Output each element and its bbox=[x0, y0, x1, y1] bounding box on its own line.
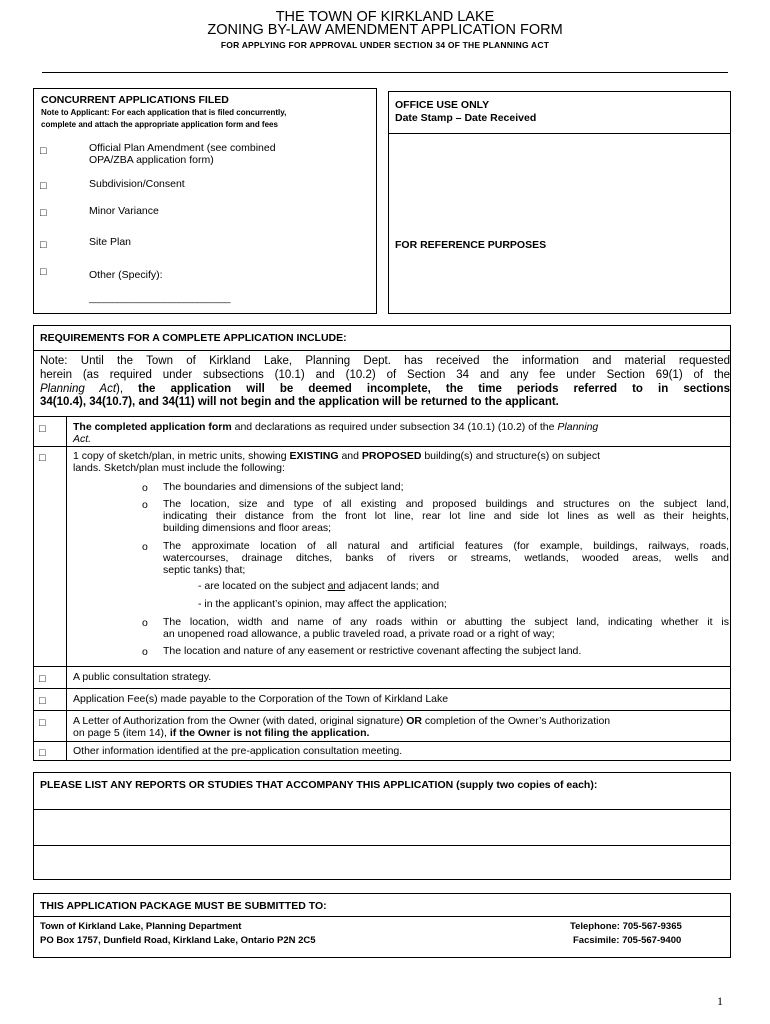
title-line-2: ZONING BY-LAW AMENDMENT APPLICATION FORM bbox=[207, 22, 563, 38]
office-use-divider bbox=[388, 133, 731, 134]
sub-roads: The location, width and name of any roads within or abutting the subject land, indicating whether it is an unopened road allowance, a public traveled road, a private road or a right of way; bbox=[163, 616, 729, 640]
concurrent-item-site-plan: Site Plan bbox=[89, 236, 132, 248]
req-divider-heading bbox=[33, 350, 731, 351]
subtitle: FOR APPLYING FOR APPROVAL UNDER SECTION 34 OF THE PLANNING ACT bbox=[220, 40, 550, 50]
bullet-4: o bbox=[142, 617, 148, 629]
concurrent-heading: CONCURRENT APPLICATIONS FILED bbox=[41, 94, 229, 106]
reference-purposes: FOR REFERENCE PURPOSES bbox=[395, 239, 547, 251]
report-entry-2[interactable] bbox=[34, 846, 730, 879]
requirements-note: Note: Until the Town of Kirkland Lake, Planning Dept. has received the information and material requested herein (as required under subsections (10.1) and (10.2) of Section 34 and any fee under Section 69(1) of the Planning Act), the application will be deemed incomplete, the time periods referred to in sections 34(10.4), 34(10.7), and 34(11) will not begin and the application will be returned to the applicant. bbox=[40, 355, 730, 409]
sub-boundaries: The boundaries and dimensions of the subject land; bbox=[163, 481, 404, 493]
checkbox-other[interactable]: □ bbox=[40, 266, 47, 278]
submit-telephone: Telephone: 705-567-9365 bbox=[570, 921, 682, 932]
checkbox-subdivision[interactable]: □ bbox=[40, 180, 47, 192]
req-authorization: A Letter of Authorization from the Owner (with dated, original signature) OR completion of the Owner’s Authorization on page 5 (item 14), if the Owner is not filing the application. bbox=[73, 715, 611, 739]
title-line-1: THE TOWN OF KIRKLAND LAKE bbox=[275, 9, 495, 25]
req-sketch-plan: 1 copy of sketch/plan, in metric units, showing EXISTING and PROPOSED building(s) and structure(s) on subject lands. Sketch/plan must include the following: bbox=[73, 450, 601, 474]
req-divider-1 bbox=[33, 446, 731, 447]
checkbox-minor-variance[interactable]: □ bbox=[40, 207, 47, 219]
bullet-2: o bbox=[142, 499, 148, 511]
office-use-box bbox=[388, 91, 731, 314]
submit-address: PO Box 1757, Dunfield Road, Kirkland Lake, Ontario P2N 2C5 bbox=[40, 935, 316, 946]
concurrent-item-subdivision: Subdivision/Consent bbox=[89, 178, 185, 190]
office-use-heading: OFFICE USE ONLY bbox=[395, 99, 490, 111]
checkbox-sketch-plan[interactable]: □ bbox=[39, 452, 46, 464]
concurrent-item-other: Other (Specify): bbox=[89, 269, 163, 281]
req-fees: Application Fee(s) made payable to the Corporation of the Town of Kirkland Lake bbox=[73, 693, 449, 705]
submit-facsimile: Facsimile: 705-567-9400 bbox=[573, 935, 682, 946]
bullet-5: o bbox=[142, 646, 148, 658]
sub-features: The approximate location of all natural and artificial features (for example, buildings, railways, roads, watercourses, drainage ditches, banks of rivers or streams, wetlands, wooded areas, wells and septic tanks) that; bbox=[163, 540, 729, 576]
req-divider-3 bbox=[33, 688, 731, 689]
checkbox-fees[interactable]: □ bbox=[39, 695, 46, 707]
page-number: 1 bbox=[717, 994, 723, 1008]
submit-divider bbox=[33, 916, 731, 917]
req-consultation: A public consultation strategy. bbox=[73, 671, 212, 683]
req-divider-4 bbox=[33, 710, 731, 711]
req-divider-2 bbox=[33, 666, 731, 667]
checkbox-consultation[interactable]: □ bbox=[39, 673, 46, 685]
submit-heading: THIS APPLICATION PACKAGE MUST BE SUBMITTED TO: bbox=[40, 900, 327, 912]
submit-org: Town of Kirkland Lake, Planning Department bbox=[40, 921, 242, 932]
other-specify-field[interactable]: ______________________________ bbox=[89, 293, 231, 303]
concurrent-item-opa: Official Plan Amendment (see combined OPA/ZBA application form) bbox=[89, 142, 276, 166]
bullet-1: o bbox=[142, 482, 148, 494]
checkbox-completed-form[interactable]: □ bbox=[39, 423, 46, 435]
checkbox-site-plan[interactable]: □ bbox=[40, 239, 47, 251]
requirements-heading: REQUIREMENTS FOR A COMPLETE APPLICATION INCLUDE: bbox=[40, 332, 347, 344]
header-rule bbox=[42, 72, 728, 73]
reports-heading: PLEASE LIST ANY REPORTS OR STUDIES THAT ACCOMPANY THIS APPLICATION (supply two copies of each): bbox=[40, 779, 598, 791]
checkbox-opa[interactable]: □ bbox=[40, 145, 47, 157]
dash-subject-land: - are located on the subject and adjacent lands; and bbox=[198, 580, 440, 592]
dash-applicant-opinion: - in the applicant’s opinion, may affect the application; bbox=[198, 598, 447, 610]
office-use-subheading: Date Stamp – Date Received bbox=[395, 112, 537, 124]
bullet-3: o bbox=[142, 541, 148, 553]
report-entry-1[interactable] bbox=[34, 810, 730, 844]
req-other-info: Other information identified at the pre-application consultation meeting. bbox=[73, 745, 403, 757]
sub-easement: The location and nature of any easement or restrictive covenant affecting the subject land. bbox=[163, 645, 582, 657]
req-column-divider bbox=[66, 416, 67, 761]
sub-buildings: The location, size and type of all existing and proposed buildings and structures on the subject land, indicating their distance from the front lot line, rear lot line and side lot lines as well as their heights, building dimensions and floor areas; bbox=[163, 498, 729, 534]
concurrent-note-2: complete and attach the appropriate application form and fees bbox=[41, 120, 278, 129]
concurrent-note-1: Note to Applicant: For each application that is filed concurrently, bbox=[41, 108, 287, 117]
concurrent-item-minor-variance: Minor Variance bbox=[89, 205, 159, 217]
checkbox-authorization[interactable]: □ bbox=[39, 717, 46, 729]
checkbox-other-info[interactable]: □ bbox=[39, 747, 46, 759]
req-divider-5 bbox=[33, 741, 731, 742]
req-divider-note bbox=[33, 416, 731, 417]
req-completed-form: The completed application form and declarations as required under subsection 34 (10.1) (10.2) of the Planning Act. bbox=[73, 421, 599, 445]
